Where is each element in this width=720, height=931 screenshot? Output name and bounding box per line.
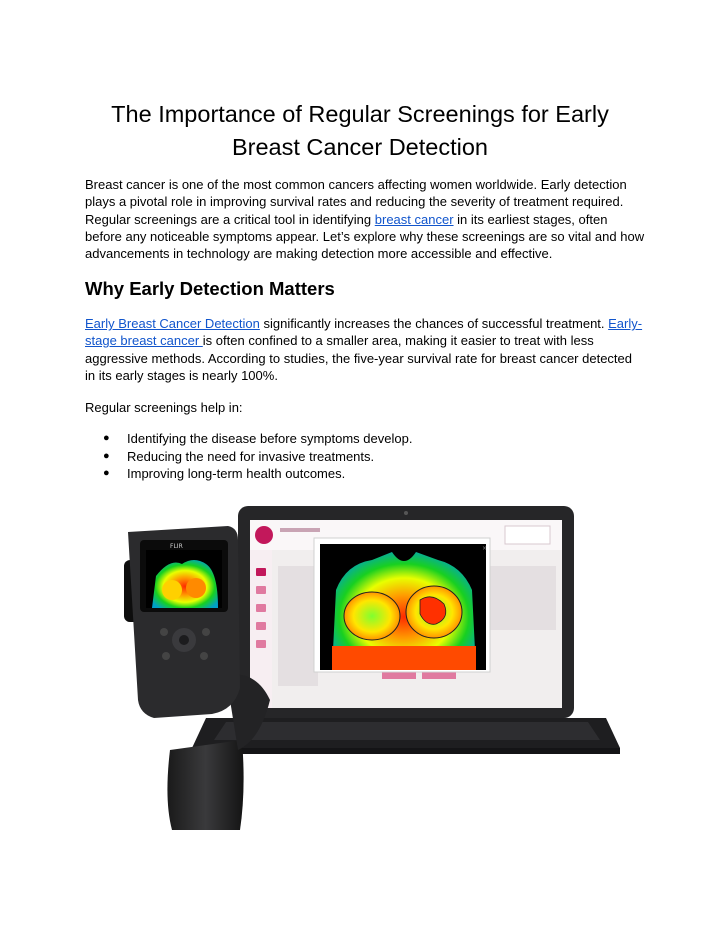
intro-text-2: in its earliest stages, often before any noticeable symptoms appear. Let’s explore why these screenings are so vital and how advancements in technology are making detection more accessible and effective. (85, 211, 645, 262)
early-detection-link[interactable]: Early Breast Cancer Detection (85, 316, 260, 331)
svg-text:×: × (482, 545, 488, 552)
camera-brand: FLIR (170, 543, 183, 550)
intro-paragraph (85, 176, 645, 262)
camera-handle (167, 740, 243, 830)
thermal-imaging-illustration (110, 500, 620, 830)
list-item: ● Identifying the disease before symptoms develop. (103, 430, 412, 448)
list-item: ● Reducing the need for invasive treatments. (103, 448, 412, 466)
title-line-2: Breast Cancer Detection (231, 134, 488, 160)
section-paragraph (85, 315, 645, 384)
page-title (60, 98, 660, 164)
section-text-1: significantly increases the chances of successful treatment. (259, 316, 609, 331)
section-text-2: is often confined to a smaller area, making it easier to treat with less aggressive methods. According to studies, the five-year survival rate for breast cancer detected in its early stages is nearly 100%. (85, 333, 632, 383)
title-line-1: The Importance of Regular Screenings for Early (111, 101, 609, 127)
benefits-list (103, 430, 412, 483)
section-heading: Why Early Detection Matters (85, 278, 335, 299)
webcam-icon (404, 511, 408, 515)
app-logo-icon (255, 526, 273, 544)
breast-cancer-link[interactable]: breast cancer (374, 211, 454, 227)
list-item: ● Improving long-term health outcomes. (103, 465, 412, 483)
intro-text-1: Breast cancer is one of the most common cancers affecting women worldwide. Early detection plays a pivotal role in improving survival rates and reducing the severity of treatment required. Regular screenings are a critical tool in identifying (85, 177, 627, 227)
early-stage-link[interactable]: Early-stage breast cancer (85, 316, 643, 349)
list-intro: Regular screenings help in: (85, 400, 243, 415)
